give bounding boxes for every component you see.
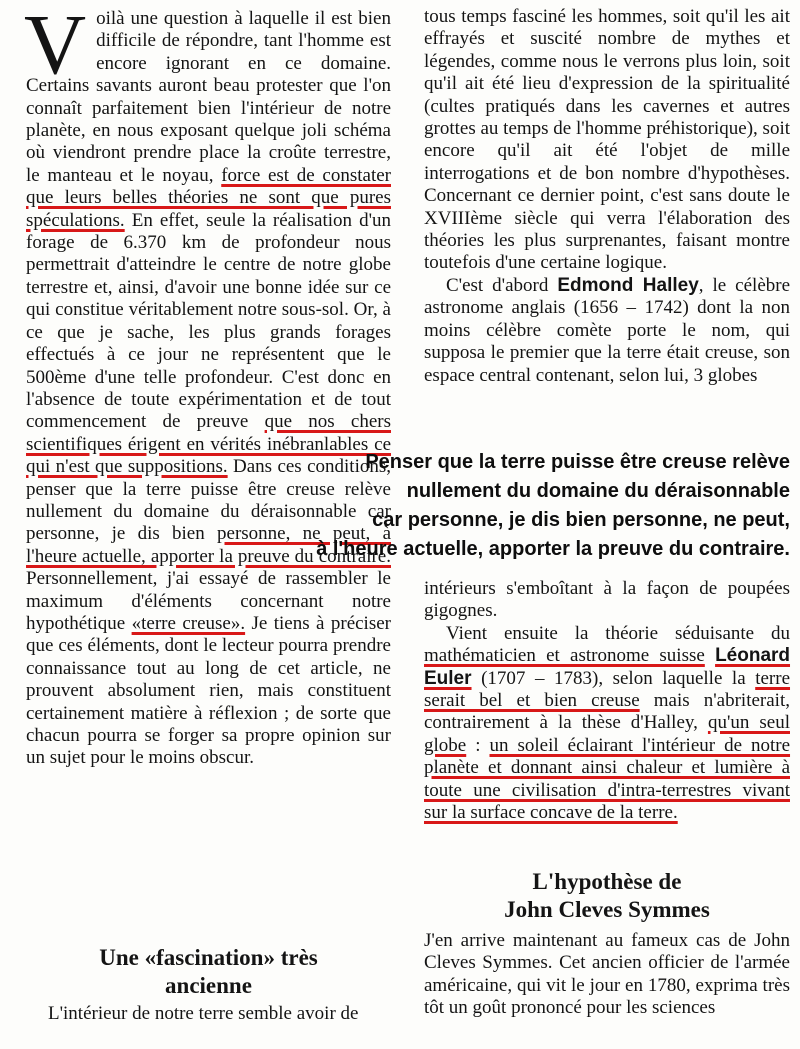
highlight-terre-creuse-euler: terre serait bel et bien creuse <box>424 667 791 712</box>
drop-cap: V <box>24 0 87 92</box>
left-column-top <box>24 0 392 770</box>
right-column-top <box>424 6 790 387</box>
highlight-speculations: force est de constater que leurs belles théories ne sont que pures spéculations. <box>26 164 391 231</box>
right-paragraph-5: J'en arrive maintenant au fameux cas de John Cleves Symmes. Cet ancien officier de l'armée américaine, qui vit le jour en 1780, exprima très tôt un goût prononcé pour les sciences <box>424 930 790 1019</box>
pull-quote-line1: Penser que la terre puisse être creuse relève <box>365 451 790 473</box>
highlight-suppositions: que nos chers scientifiques érigent en vérités inébranlables ce qui n'est que suppositions. <box>26 411 391 478</box>
left-heading-line2: ancienne <box>165 973 252 998</box>
left-text-2: En effet, seule la réalisation d'un forage de 6.370 km de profondeur nous permettrait d'atteindre le centre de notre globe terrestre et, ainsi, d'avoir une bonne idée sur ce qui constitue véritablement notre sous-sol. Or, à ce que je sache, les plus grands forages effectués à ce jour ne représentent que le 500ème d'une telle profondeur. C'est donc en l'absence de toute expérimentation et de tout commencement de preuve <box>26 209 391 433</box>
left-section-heading <box>26 944 391 1000</box>
right-heading-line2: John Cleves Symmes <box>504 897 710 922</box>
left-heading-line1: Une «fascination» très <box>99 945 318 970</box>
name-euler: Léonard Euler <box>424 645 791 689</box>
pull-quote-line3: car personne, je dis bien personne, ne peut, <box>372 509 790 531</box>
left-text-4: Personnellement, j'ai essayé de rassembler le maximum d'éléments concernant notre hypothétique <box>26 568 391 634</box>
highlight-mathematicien: mathématicien et astronome suisse <box>424 645 705 667</box>
left-text-3: Dans ces conditions, penser que la terre puisse être creuse relève nullement du domaine du déraisonnable car personne, je dis bien <box>26 456 391 545</box>
right-heading-line1: L'hypothèse de <box>532 869 682 894</box>
highlight-terre-creuse: «terre creuse». <box>131 612 246 634</box>
pull-quote <box>250 448 790 564</box>
left-text-5: Je tiens à préciser que ces éléments, dont le lecteur pourra prendre connaissance tout au long de cet article, ne prouvent absolument rien, mais constituent certainement matière à réflexion ; de sorte que chacun pourra se forger sa propre opinion sur un sujet pour le moins obscur. <box>26 612 391 769</box>
right-paragraph-2: C'est d'abord Edmond Halley, le célèbre astronome anglais (1656 – 1742) dont la non moins célèbre comète porte le nom, qui supposa le premier que la terre était creuse, son espace central contenant, selon lui, 3 globes <box>424 274 791 386</box>
highlight-soleil: un soleil éclairant l'intérieur de notre planète et donnant ainsi chaleur et lumière à toute une civilisation d'intra-terrestres vivant sur la surface concave de la terre. <box>424 734 791 824</box>
right-paragraph-1: tous temps fasciné les hommes, soit qu'il les ait effrayés et suscité nombre de mythes et légendes, comme nous le verrons plus loin, soit qu'il ait été lieu d'expression de la spiritualité (cultes pratiqués dans les cavernes et autres grottes au temps de l'homme préhistorique), soit encore qu'il ait été l'objet de mille interrogations et de bon nombre d'hypothèses. Concernant ce dernier point, c'est sans doute le XVIIIème siècle qui verra l'élaboration des théories les plus surprenantes, faisant montre toutefois d'une certaine logique. <box>424 6 790 274</box>
pull-quote-line2: nullement du domaine du déraisonnable <box>406 480 790 502</box>
highlight-preuve: personne, ne peut, à l'heure actuelle, apporter la preuve du contraire. <box>26 523 392 567</box>
right-section-heading <box>424 868 790 924</box>
right-paragraph-3: intérieurs s'emboîtant à la façon de poupées gigognes. <box>424 578 790 622</box>
left-bottom-text: L'intérieur de notre terre semble avoir de <box>48 1003 359 1024</box>
pull-quote-line4: à l'heure actuelle, apporter la preuve du contraire. <box>316 538 790 560</box>
right-column-lower <box>424 578 790 824</box>
left-text-1: oilà une question à laquelle il est bien difficile de répondre, tant l'homme est encore ignorant en ce domaine. Certains savants auront beau protester que l'on connaît parfaitement bien l'intérieur de notre planète, en nous exposant quelque joli schéma où viendront prendre place la croûte terrestre, le manteau et le noyau, <box>26 8 391 186</box>
right-paragraph-4: Vient ensuite la théorie séduisante du mathématicien et astronome suisse Léonard Euler (1707 – 1783), selon laquelle la terre serait bel et bien creuse mais n'abriterait, contrairement à la thèse d'Halley, qu'un seul globe : un soleil éclairant l'intérieur de notre planète et donnant ainsi chaleur et lumière à toute une civilisation d'intra-terrestres vivant sur la surface concave de la terre. <box>424 622 791 824</box>
highlight-seul-globe: qu'un seul globe <box>424 712 790 756</box>
name-halley: Edmond Halley <box>557 274 699 296</box>
